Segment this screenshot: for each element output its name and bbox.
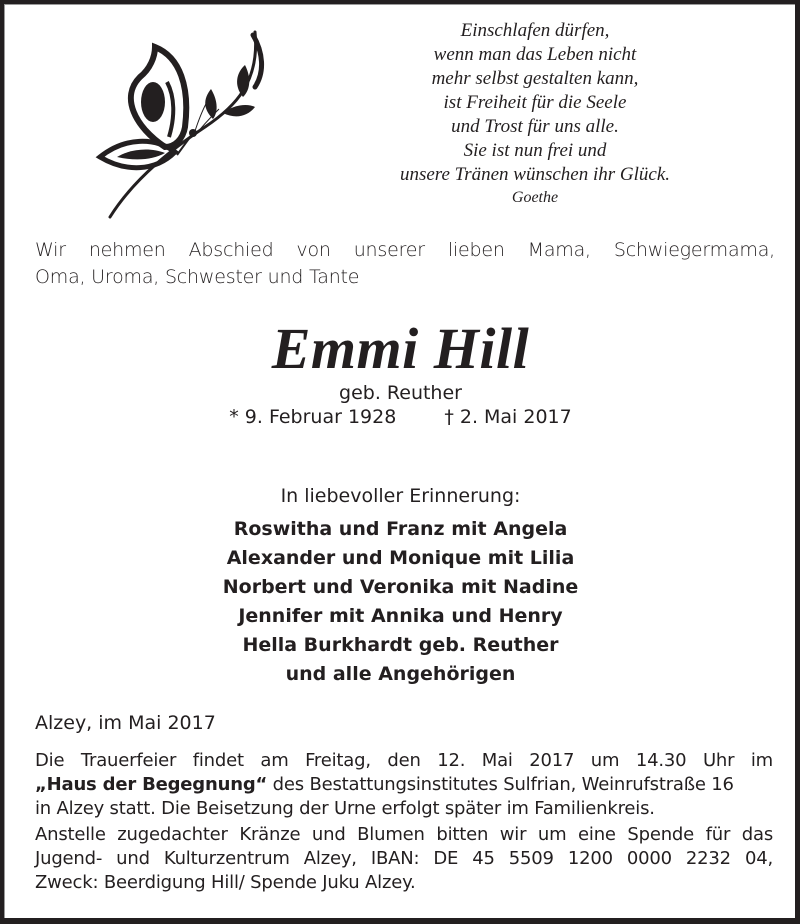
poem-line: mehr selbst gestalten kann, (431, 68, 639, 89)
mourner: Alexander und Monique mit Lilia (226, 547, 575, 569)
ceremony-line-2 (35, 773, 773, 797)
poem-line: Einschlafen dürfen, (460, 20, 610, 41)
poem-line: unsere Tränen wünschen ihr Glück. (399, 164, 671, 185)
poem-line: Sie ist nun frei und (463, 140, 607, 161)
intro-line-2: Oma, Uroma, Schwester und Tante (35, 266, 360, 288)
poem-quote (375, 19, 695, 209)
mourner: Roswitha und Franz mit Angela (233, 518, 568, 540)
death-date: † 2. Mai 2017 (444, 406, 572, 428)
deceased-name: Emmi Hill (271, 316, 530, 381)
ceremony-line-2-rest: des Bestattungsinstitutes Sulfrian, Weinrufstraße 16 (267, 774, 734, 795)
birth-date: * 9. Februar 1928 (229, 406, 397, 428)
poem-author: Goethe (511, 189, 559, 206)
funeral-details (35, 749, 773, 821)
ceremony-line-1: Die Trauerfeier findet am Freitag, den 12. Mai 2017 um 14.30 Uhr im (35, 750, 773, 771)
ceremony-line-3: in Alzey statt. Die Beisetzung der Urne erfolgt später im Familienkreis. (35, 798, 655, 819)
maiden-name: geb. Reuther (339, 382, 462, 404)
mourner: Jennifer mit Annika und Henry (238, 605, 563, 627)
memory-label: In liebevoller Erinnerung: (280, 485, 521, 507)
obituary-notice (4, 4, 795, 918)
venue-name: „Haus der Begegnung“ (35, 774, 268, 795)
poem-line: und Trost für uns alle. (451, 116, 619, 137)
mourners-list (5, 515, 796, 689)
poem-line: ist Freiheit für die Seele (443, 92, 627, 113)
life-dates (5, 405, 796, 429)
donation-request (35, 823, 773, 895)
donation-line-2: Jugend- und Kulturzentrum Alzey, IBAN: DE 45 5509 1200 0000 2232 04, (35, 848, 773, 869)
donation-line-3: Zweck: Beerdigung Hill/ Spende Juku Alzey. (35, 872, 416, 893)
mourner: und alle Angehörigen (285, 663, 516, 685)
mourner: Hella Burkhardt geb. Reuther (242, 634, 559, 656)
farewell-intro (35, 237, 775, 291)
poem-line: wenn man das Leben nicht (433, 44, 637, 65)
donation-line-1: Anstelle zugedachter Kränze und Blumen bitten wir um eine Spende für das (35, 824, 773, 845)
butterfly-on-branch-icon (95, 27, 285, 227)
place-date: Alzey, im Mai 2017 (35, 712, 216, 734)
mourner: Norbert und Veronika mit Nadine (222, 576, 579, 598)
intro-line-1: Wir nehmen Abschied von unserer lieben Mama, Schwiegermama, (35, 239, 775, 261)
